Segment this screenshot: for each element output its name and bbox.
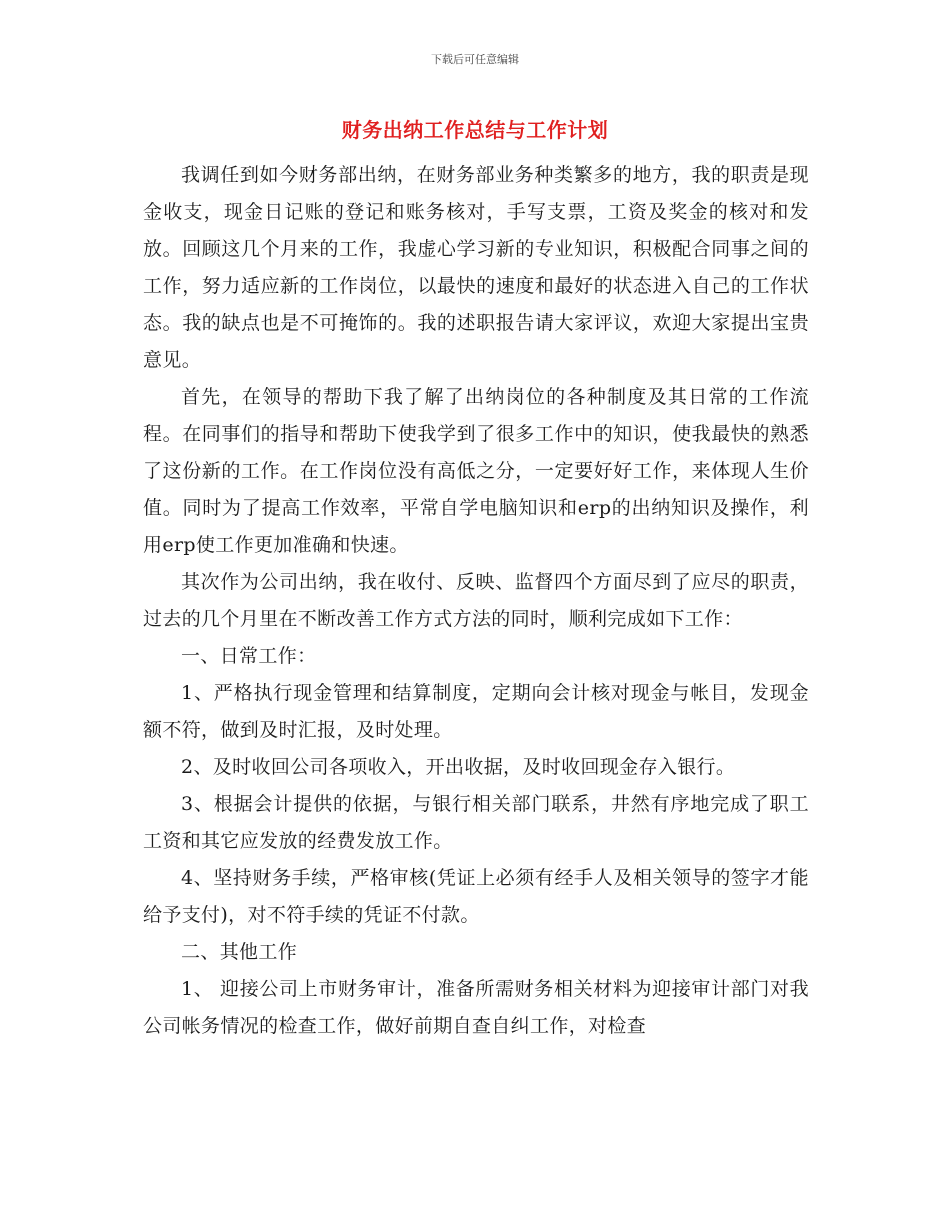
section-heading-other-work: 二、其他工作 bbox=[181, 941, 298, 963]
list-item-other-1: 1、 迎接公司上市财务审计，准备所需财务相关材料为迎接审计部门对我公司帐务情况的检查工作，做好前期自查自纠工作，对检查 bbox=[143, 978, 809, 1037]
paragraph-second: 其次作为公司出纳，我在收付、反映、监督四个方面尽到了应尽的职责，过去的几个月里在不断改善工作方式方法的同时，顺利完成如下工作： bbox=[143, 571, 809, 630]
document-title: 财务出纳工作总结与工作计划 bbox=[341, 118, 609, 142]
document-body bbox=[143, 157, 809, 1045]
paragraph-first: 首先，在领导的帮助下我了解了出纳岗位的各种制度及其日常的工作流程。在同事们的指导和帮助下使我学到了很多工作中的知识，使我最快的熟悉了这份新的工作。在工作岗位没有高低之分，一定要好好工作，来体现人生价值。同时为了提高工作效率，平常自学电脑知识和erp的出纳知识及操作，利用erp使工作更加准确和快速。 bbox=[143, 386, 809, 556]
list-item-3: 3、根据会计提供的依据，与银行相关部门联系，井然有序地完成了职工工资和其它应发放的经费发放工作。 bbox=[143, 793, 809, 852]
page-header-note: 下载后可任意编辑 bbox=[431, 53, 519, 66]
list-item-2: 2、及时收回公司各项收入，开出收据，及时收回现金存入银行。 bbox=[181, 756, 736, 778]
list-item-1: 1、严格执行现金管理和结算制度，定期向会计核对现金与帐目，发现金额不符，做到及时汇报，及时处理。 bbox=[143, 682, 809, 741]
list-item-4: 4、坚持财务手续，严格审核(凭证上必须有经手人及相关领导的签字才能给予支付)，对不符手续的凭证不付款。 bbox=[143, 867, 809, 926]
section-heading-daily-work: 一、日常工作： bbox=[181, 645, 317, 667]
paragraph-intro: 我调任到如今财务部出纳，在财务部业务种类繁多的地方，我的职责是现金收支，现金日记账的登记和账务核对，手写支票，工资及奖金的核对和发放。回顾这几个月来的工作，我虚心学习新的专业知识，积极配合同事之间的工作，努力适应新的工作岗位，以最快的速度和最好的状态进入自己的工作状态。我的缺点也是不可掩饰的。我的述职报告请大家评议，欢迎大家提出宝贵意见。 bbox=[143, 164, 809, 371]
